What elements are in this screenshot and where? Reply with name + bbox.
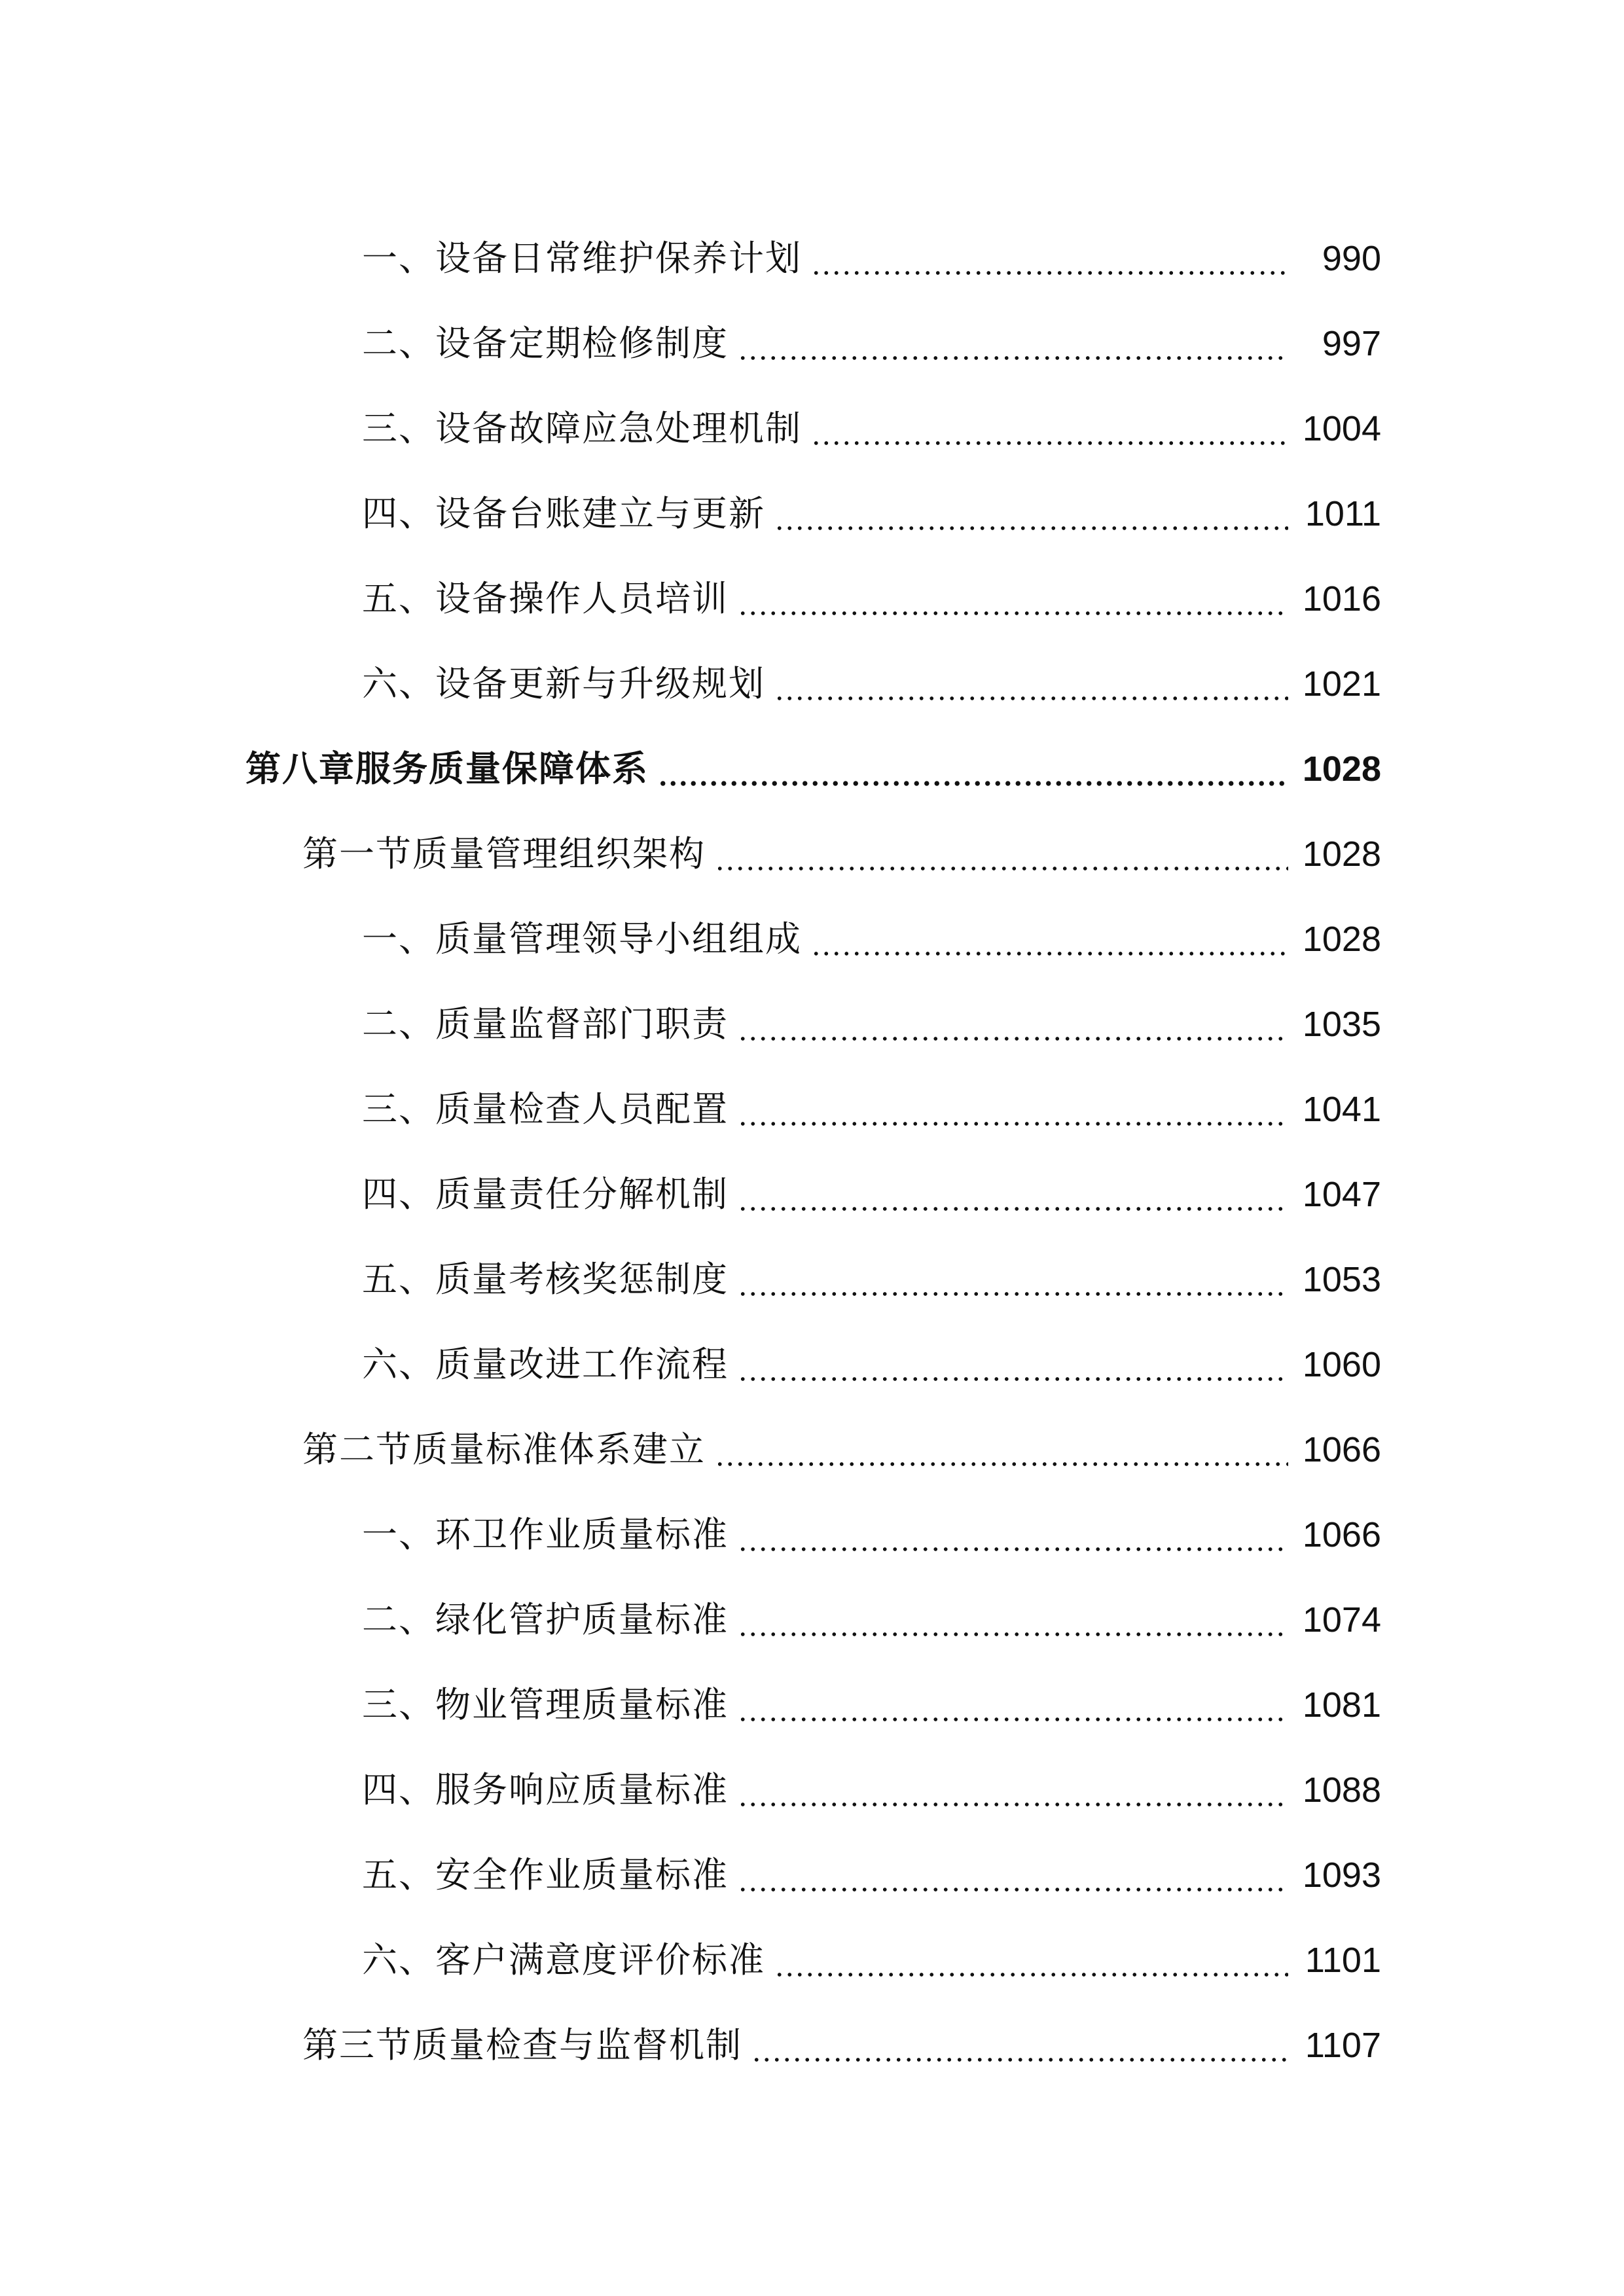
toc-entry-title: 五、质量考核奖惩制度 — [362, 1259, 729, 1300]
toc-dot-leader — [715, 836, 1288, 872]
toc-entry-title: 四、设备台账建立与更新 — [362, 493, 765, 534]
toc-entry-title: 三、设备故障应急处理机制 — [362, 408, 802, 449]
toc-subsection-entry[interactable] — [0, 1748, 1624, 1833]
toc-entry-page-number: 1004 — [1302, 409, 1381, 448]
toc-subsection-entry[interactable] — [0, 982, 1624, 1067]
toc-subsection-entry[interactable] — [0, 216, 1624, 301]
toc-entry-title: 六、客户满意度评价标准 — [362, 1939, 765, 1981]
toc-entry-page-number: 1101 — [1305, 1941, 1381, 1980]
toc-entry-page-number: 1060 — [1302, 1345, 1381, 1384]
toc-entry-page-number: 1107 — [1305, 2026, 1381, 2065]
toc-entry-page-number: 1021 — [1302, 664, 1381, 704]
toc-dot-leader — [774, 1943, 1288, 1978]
toc-entry-title: 第一节质量管理组织架构 — [302, 833, 706, 874]
toc-entry-page-number: 1088 — [1302, 1770, 1381, 1810]
toc-subsection-entry[interactable] — [0, 1322, 1624, 1407]
toc-dot-leader — [774, 496, 1288, 531]
toc-entry-title: 五、安全作业质量标准 — [362, 1854, 729, 1895]
toc-subsection-entry[interactable] — [0, 471, 1624, 556]
toc-dot-leader — [738, 1517, 1288, 1552]
toc-entry-page-number: 1074 — [1302, 1600, 1381, 1640]
toc-entry-title: 二、质量监督部门职责 — [362, 1003, 729, 1045]
toc-entry-title: 四、质量责任分解机制 — [362, 1174, 729, 1215]
toc-entry-page-number: 1016 — [1302, 579, 1381, 619]
toc-entry-page-number: 1066 — [1302, 1430, 1381, 1469]
toc-subsection-entry[interactable] — [0, 1918, 1624, 2003]
toc-section-entry[interactable] — [0, 812, 1624, 897]
toc-subsection-entry[interactable] — [0, 897, 1624, 982]
toc-subsection-entry[interactable] — [0, 1577, 1624, 1662]
toc-dot-leader — [738, 1347, 1288, 1382]
table-of-contents — [0, 216, 1624, 2088]
toc-entry-title: 二、绿化管护质量标准 — [362, 1599, 729, 1640]
toc-entry-page-number: 1028 — [1302, 920, 1381, 959]
toc-entry-page-number: 997 — [1322, 324, 1381, 363]
toc-entry-title: 三、质量检查人员配置 — [362, 1088, 729, 1130]
toc-subsection-entry[interactable] — [0, 1152, 1624, 1237]
toc-subsection-entry[interactable] — [0, 556, 1624, 641]
toc-dot-leader — [738, 1092, 1288, 1127]
toc-section-entry[interactable] — [0, 1407, 1624, 1492]
toc-dot-leader — [738, 1262, 1288, 1297]
toc-entry-title: 一、质量管理领导小组组成 — [362, 918, 802, 960]
toc-dot-leader — [738, 581, 1288, 617]
toc-dot-leader — [738, 326, 1288, 361]
toc-dot-leader — [738, 1602, 1288, 1638]
toc-entry-page-number: 1035 — [1302, 1005, 1381, 1044]
toc-entry-page-number: 1053 — [1302, 1260, 1381, 1299]
toc-entry-page-number: 1028 — [1302, 834, 1381, 874]
toc-dot-leader — [715, 1432, 1288, 1467]
toc-dot-leader — [811, 411, 1288, 446]
toc-dot-leader — [738, 1177, 1288, 1212]
toc-entry-title: 二、设备定期检修制度 — [362, 323, 729, 364]
toc-dot-leader — [738, 1772, 1288, 1808]
toc-entry-title: 第三节质量检查与监督机制 — [302, 2024, 742, 2066]
toc-entry-title: 第二节质量标准体系建立 — [302, 1429, 706, 1470]
toc-entry-page-number: 1066 — [1302, 1515, 1381, 1554]
toc-dot-leader — [738, 1857, 1288, 1893]
toc-subsection-entry[interactable] — [0, 1492, 1624, 1577]
toc-dot-leader — [751, 2028, 1288, 2063]
toc-subsection-entry[interactable] — [0, 386, 1624, 471]
toc-chapter-entry[interactable] — [0, 726, 1624, 812]
toc-entry-title: 一、环卫作业质量标准 — [362, 1514, 729, 1555]
toc-dot-leader — [811, 241, 1288, 276]
toc-dot-leader — [811, 922, 1288, 957]
toc-subsection-entry[interactable] — [0, 1237, 1624, 1322]
toc-entry-page-number: 1093 — [1302, 1856, 1381, 1895]
toc-dot-leader — [774, 666, 1288, 702]
toc-entry-title: 三、物业管理质量标准 — [362, 1684, 729, 1725]
toc-entry-title: 五、设备操作人员培训 — [362, 578, 729, 619]
toc-entry-title: 第八章服务质量保障体系 — [245, 748, 649, 789]
toc-dot-leader — [738, 1687, 1288, 1723]
toc-entry-title: 六、设备更新与升级规划 — [362, 663, 765, 704]
toc-subsection-entry[interactable] — [0, 1662, 1624, 1748]
toc-subsection-entry[interactable] — [0, 641, 1624, 726]
toc-subsection-entry[interactable] — [0, 1833, 1624, 1918]
toc-entry-page-number: 990 — [1322, 239, 1381, 278]
toc-subsection-entry[interactable] — [0, 301, 1624, 386]
toc-subsection-entry[interactable] — [0, 1067, 1624, 1152]
toc-entry-page-number: 1081 — [1302, 1685, 1381, 1725]
toc-dot-leader — [738, 1007, 1288, 1042]
toc-section-entry[interactable] — [0, 2003, 1624, 2088]
toc-dot-leader — [658, 751, 1288, 787]
toc-entry-title: 六、质量改进工作流程 — [362, 1344, 729, 1385]
toc-entry-page-number: 1041 — [1302, 1090, 1381, 1129]
toc-entry-page-number: 1028 — [1302, 749, 1381, 789]
toc-entry-title: 四、服务响应质量标准 — [362, 1769, 729, 1810]
toc-entry-page-number: 1011 — [1305, 494, 1381, 533]
toc-entry-page-number: 1047 — [1302, 1175, 1381, 1214]
toc-entry-title: 一、设备日常维护保养计划 — [362, 238, 802, 279]
